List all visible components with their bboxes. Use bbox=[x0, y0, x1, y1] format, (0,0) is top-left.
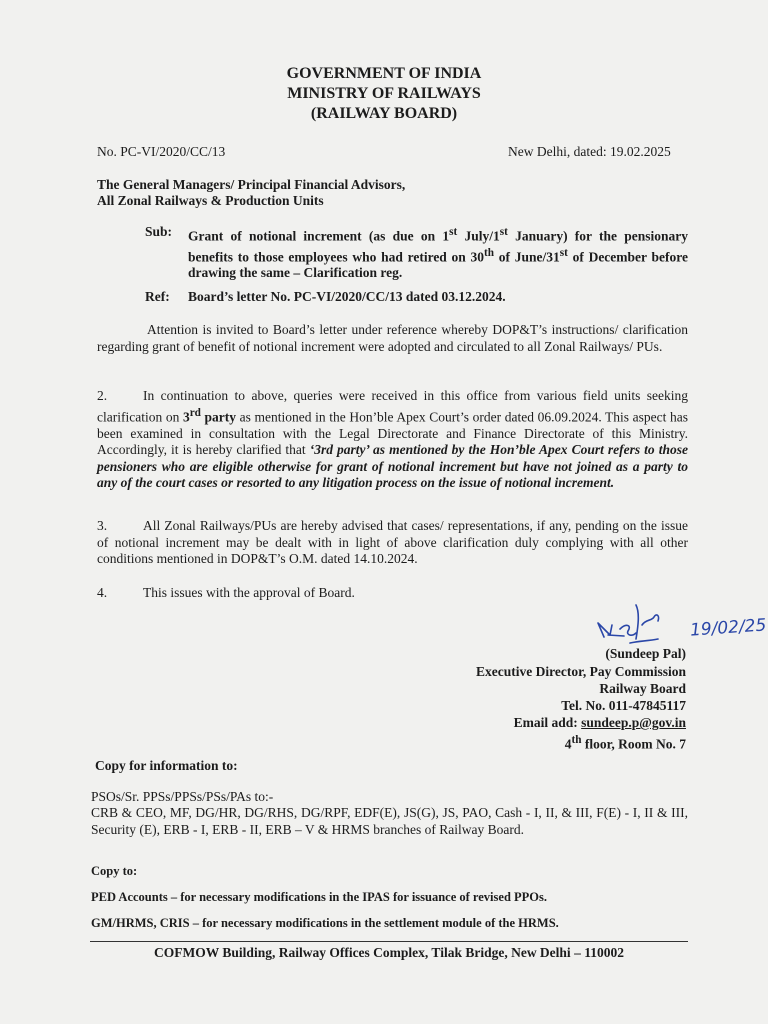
paragraph-3-body: All Zonal Railways/PUs are hereby advised that cases/ representations, if any, pending on the issue of notional increment may be dealt with in light of above clarification duly complying with all other conditions mentioned in DOP&T’s O.M. dated 14.10.2024. bbox=[97, 518, 688, 566]
subject-part: of June/31 bbox=[494, 249, 560, 264]
dated-label: New Delhi, dated: bbox=[508, 144, 607, 159]
letter-date-line bbox=[508, 144, 671, 160]
paragraph-3 bbox=[97, 518, 688, 568]
signatory-email-line bbox=[514, 715, 686, 731]
footer-divider bbox=[90, 941, 688, 942]
subject-part: Grant of notional increment (as due on 1 bbox=[188, 228, 450, 244]
footer-address: COFMOW Building, Railway Offices Complex, Tilak Bridge, New Delhi – 110002 bbox=[154, 945, 624, 960]
signatory-tel: Tel. No. 011-47845117 bbox=[561, 698, 686, 713]
subject-part: January) for the pensionary benefits to those employees who had retired on 30 bbox=[188, 228, 689, 264]
letter-date: 19.02.2025 bbox=[609, 144, 671, 159]
email-label: Email add: bbox=[513, 715, 582, 730]
copy-info-heading: Copy for information to: bbox=[95, 758, 238, 773]
header-line-1: GOVERNMENT OF INDIA bbox=[286, 65, 482, 82]
addressee-line-1: The General Managers/ Principal Financial Advisors, bbox=[97, 177, 406, 192]
email-link[interactable]: sundeep.p@gov.in bbox=[581, 715, 686, 730]
paragraph-2-text bbox=[97, 388, 688, 492]
paragraph-2-part: In continuation to above, queries were received in this office from various field units seeking clarification on bbox=[97, 388, 688, 424]
copy-to-item-1: PED Accounts – for necessary modifications in the IPAS for issuance of revised PPOs. bbox=[91, 890, 547, 904]
signatory-office: Railway Board bbox=[599, 681, 686, 696]
header-line-2: MINISTRY OF RAILWAYS bbox=[287, 85, 481, 102]
copy-to-heading: Copy to: bbox=[91, 864, 138, 878]
paragraph-1 bbox=[97, 322, 688, 355]
signatory-room bbox=[565, 732, 686, 753]
paragraph-2 bbox=[97, 388, 688, 492]
ref-label: Ref: bbox=[145, 289, 170, 304]
letter-number: No. PC-VI/2020/CC/13 bbox=[97, 144, 226, 159]
handwritten-date: 19/02/25 bbox=[689, 615, 767, 641]
paragraph-3-text bbox=[97, 518, 688, 568]
subject-part: July/1 bbox=[457, 228, 500, 244]
copy-info-line-1: PSOs/Sr. PPSs/PPSs/PSs/PAs to:- bbox=[91, 789, 274, 804]
ref-text: Board’s letter No. PC-VI/2020/CC/13 dated 03.12.2024. bbox=[188, 289, 506, 304]
paragraph-2-emphasis: ‘3rd party’ as mentioned by the Hon’ble Apex Court refers to those pensioners who are eligible otherwise for grant of notional increment but have not joined as a party to any of the court cases or resorted to any litigation process on the issue of notional increment. bbox=[97, 442, 688, 490]
paragraph-2-bold: party bbox=[200, 409, 237, 424]
paragraph-4-body: This issues with the approval of Board. bbox=[143, 585, 355, 600]
paragraph-2-bold: 3 bbox=[182, 409, 190, 424]
paragraph-2-part: as mentioned in the Hon’ble Apex Court’s order dated 06.09.2024. This aspect has been examined in consultation with the Legal Directorate and Finance Directorate of this Ministry. Accordingly, it is hereby clarified that bbox=[97, 409, 688, 457]
floor-number: 4 bbox=[564, 736, 572, 752]
subject-sup: st bbox=[559, 246, 568, 259]
signatory-name: (Sundeep Pal) bbox=[605, 646, 686, 661]
subject-sup: st bbox=[449, 226, 458, 238]
signatory-designation: Executive Director, Pay Commission bbox=[476, 664, 686, 679]
subject-text bbox=[188, 224, 688, 281]
paragraph-number: 3. bbox=[97, 518, 108, 533]
addressee-line-2: All Zonal Railways & Production Units bbox=[97, 193, 324, 208]
paragraph-2-sup: rd bbox=[189, 406, 201, 419]
copy-info-text: CRB & CEO, MF, DG/HR, DG/RHS, DG/RPF, EDF(E), JS(G), JS, PAO, Cash - I, II, & III, F(E) - I, II & III, Security (E), ERB - I, ERB - II, ERB – V & HRMS branches of Railway Board. bbox=[91, 805, 688, 837]
paragraph-number: 2. bbox=[97, 388, 108, 403]
copy-to-item-2: GM/HRMS, CRIS – for necessary modifications in the settlement module of the HRMS. bbox=[91, 916, 559, 930]
copy-info-list bbox=[91, 805, 688, 838]
subject-sup: st bbox=[499, 226, 508, 238]
paragraph-number: 4. bbox=[97, 585, 108, 600]
floor-sup: th bbox=[571, 734, 582, 746]
subject-sup: th bbox=[484, 246, 495, 259]
subject-part: of December before drawing the same – Clarification reg. bbox=[188, 249, 688, 280]
paragraph-1-text: Attention is invited to Board’s letter under reference whereby DOP&T’s instructions/ clarification regarding grant of benefit of notional increment were adopted and circulated to all Zonal Railways/ PUs. bbox=[97, 322, 688, 354]
header-line-3: (RAILWAY BOARD) bbox=[310, 105, 458, 122]
floor-room: floor, Room No. 7 bbox=[581, 736, 686, 752]
subject-label: Sub: bbox=[145, 224, 173, 239]
